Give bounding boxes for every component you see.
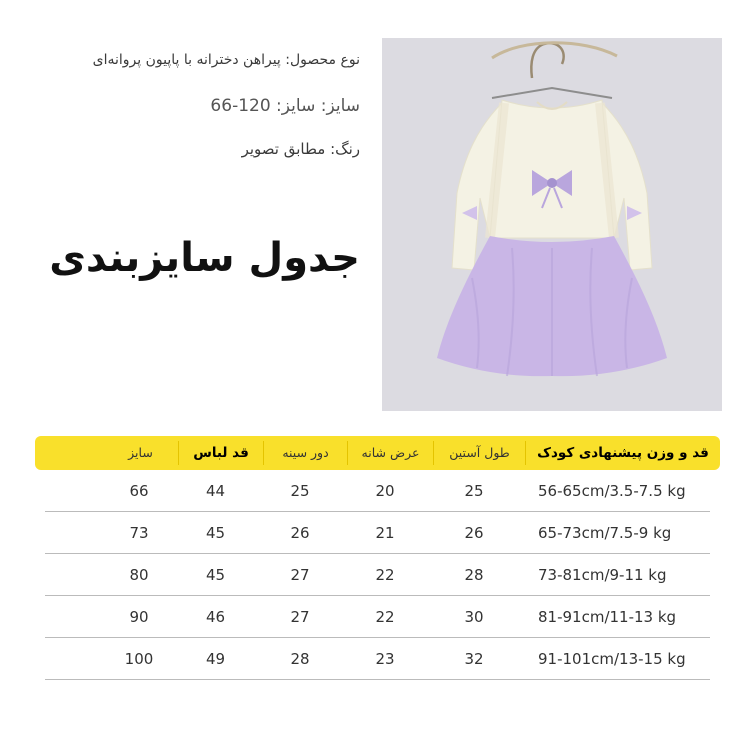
table-row	[45, 512, 710, 554]
table-cell: 73-81cm/9-11 kg	[538, 565, 667, 584]
size-chart-title: جدول سایزبندی	[49, 235, 360, 281]
col-header-shoulder: عرض شانه	[347, 441, 433, 465]
table-cell: 25	[464, 481, 484, 500]
table-cell: 22	[375, 565, 395, 584]
col-header-recommended: قد و وزن پیشنهادی کودک	[525, 441, 720, 465]
product-photo	[382, 38, 722, 411]
table-cell: 23	[375, 649, 395, 668]
table-cell: 81-91cm/11-13 kg	[538, 607, 677, 626]
table-cell: 100	[124, 649, 154, 668]
table-cell: 91-101cm/13-15 kg	[538, 649, 686, 668]
col-header-size: سایز	[128, 445, 153, 460]
table-cell: 56-65cm/3.5-7.5 kg	[538, 481, 686, 500]
table-cell: 73	[129, 523, 149, 542]
table-cell: 26	[290, 523, 310, 542]
dress-photo-icon	[382, 38, 722, 411]
table-cell: 28	[290, 649, 310, 668]
table-cell: 27	[290, 565, 310, 584]
table-cell: 27	[290, 607, 310, 626]
table-cell: 46	[205, 607, 226, 626]
table-cell: 44	[205, 481, 226, 500]
table-cell: 49	[205, 649, 226, 668]
table-cell: 80	[129, 565, 149, 584]
table-cell: 30	[464, 607, 484, 626]
col-header-chest: دور سینه	[263, 441, 347, 465]
table-cell: 66	[129, 481, 149, 500]
table-cell: 26	[464, 523, 484, 542]
table-cell: 28	[464, 565, 484, 584]
table-cell: 65-73cm/7.5-9 kg	[538, 523, 672, 542]
table-cell: 90	[129, 607, 149, 626]
product-type-label: نوع محصول: پیراهن دخترانه با پاپیون پروانه‌ای	[92, 52, 360, 68]
table-header	[35, 436, 720, 470]
size-table	[35, 436, 720, 680]
table-row	[45, 554, 710, 596]
table-cell: 45	[205, 523, 226, 542]
col-header-sleeve: طول آستین	[433, 441, 525, 465]
table-cell: 22	[375, 607, 395, 626]
col-header-length: قد لباس	[178, 441, 263, 465]
product-color-label: رنگ: مطابق تصویر	[241, 140, 360, 158]
table-row	[45, 596, 710, 638]
table-cell: 32	[464, 649, 484, 668]
table-cell: 20	[375, 481, 395, 500]
table-cell: 25	[290, 481, 310, 500]
table-cell: 45	[205, 565, 226, 584]
table-row	[45, 470, 710, 512]
table-row	[45, 638, 710, 680]
table-cell: 21	[375, 523, 395, 542]
product-size-label: سایز: سایز: 120-66	[210, 96, 360, 116]
